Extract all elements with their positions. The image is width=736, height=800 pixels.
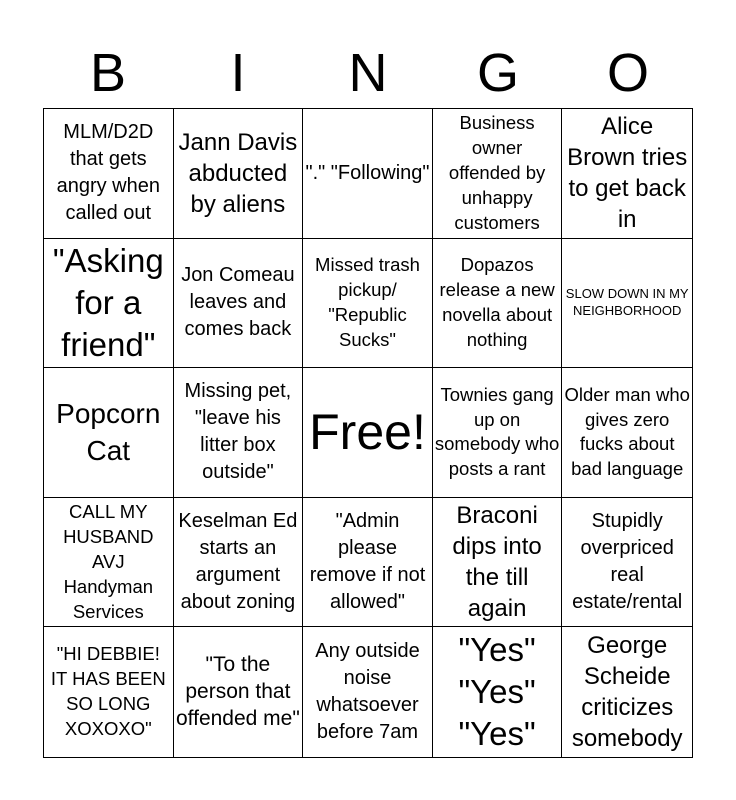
bingo-cell: Keselman Ed starts an argument about zoning [174,498,304,628]
bingo-cell: Jann Davis abducted by aliens [174,109,304,239]
bingo-cell: "Asking for a friend" [44,239,174,369]
bingo-cell: Alice Brown tries to get back in [562,109,692,239]
bingo-board [43,108,693,758]
header-letter-i: I [230,43,246,103]
bingo-cell: CALL MY HUSBAND AVJ Handyman Services [44,498,174,628]
bingo-cell: Missing pet, "leave his litter box outside" [174,368,304,498]
header-letter-n: N [348,43,388,103]
bingo-cell: Townies gang up on somebody who posts a rant [433,368,563,498]
header-letter-b: B [89,43,127,103]
bingo-cell: Any outside noise whatsoever before 7am [303,627,433,757]
header-letter-o: O [606,43,649,103]
bingo-cell: "Admin please remove if not allowed" [303,498,433,628]
bingo-cell: George Scheide criticizes somebody [571,631,683,753]
bingo-cell: "Yes" "Yes" "Yes" [433,627,563,757]
bingo-cell: Dopazos release a new novella about nothing [433,239,563,369]
bingo-cell: Missed trash pickup/ "Republic Sucks" [303,239,433,369]
bingo-cell: Older man who gives zero fucks about bad language [562,368,692,498]
bingo-header [43,38,693,108]
bingo-cell: "HI DEBBIE! IT HAS BEEN SO LONG XOXOXO" [44,627,174,757]
bingo-cell: Stupidly overpriced real estate/rental [562,498,692,628]
bingo-cell: MLM/D2D that gets angry when called out [44,109,174,239]
bingo-cell: Popcorn Cat [44,368,174,498]
header-letter-g: G [476,43,519,103]
bingo-cell: Braconi dips into the till again [433,498,563,628]
bingo-cell: SLOW DOWN IN MY NEIGHBORHOOD [562,239,692,369]
bingo-cell: Jon Comeau leaves and comes back [174,239,304,369]
bingo-cell: "." "Following" [303,109,433,239]
free-space: Free! [303,368,433,498]
bingo-cell: Business owner offended by unhappy customers [433,109,563,239]
bingo-cell: "To the person that offended me" [174,627,304,757]
